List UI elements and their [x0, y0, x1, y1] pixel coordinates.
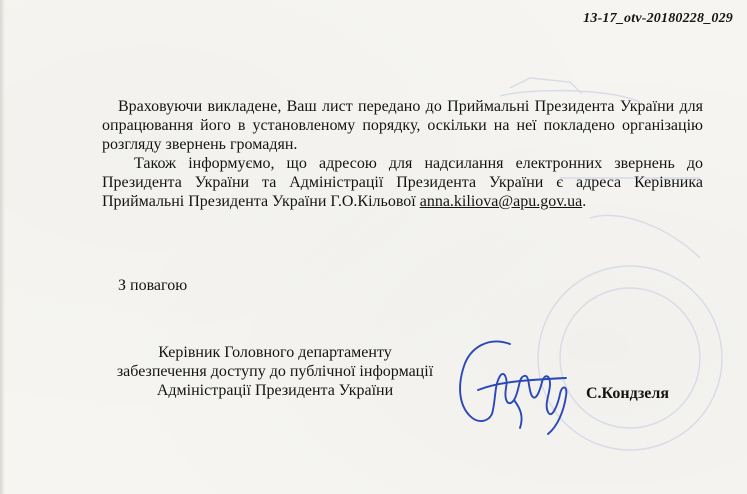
scan-edge-shadow [0, 0, 5, 494]
signatory-title-line-3: Адміністрації Президента України [156, 382, 394, 399]
handwritten-signature-icon [448, 330, 583, 440]
paragraph-forwarded: Враховуючи викладене, Ваш лист передано до Приймальні Президента України для опрацювання його в установленому порядку, оскільки на неї покладено організацію розгляду звернень громадян. [102, 98, 703, 153]
paragraph-email-info [102, 154, 703, 211]
paragraph-email-info-text: Також інформуємо, що адресою для надсилання електронних звернень до Президента України та Адміністрації Президента України є адреса Керівника Приймальні Президента України Г.О.Кільової [102, 155, 703, 210]
signatory-title-line-1: Керівник Головного департаменту [158, 344, 392, 361]
contact-email-link[interactable]: anna.kiliova@apu.gov.ua [419, 193, 583, 210]
signatory-title-line-2: забезпечення доступу до публічної інформації [116, 363, 434, 380]
closing-regards: З повагою [118, 277, 188, 294]
letter-body [102, 97, 703, 211]
signatory-name: С.Кондзеля [586, 385, 670, 402]
paragraph-email-info-end: . [582, 193, 587, 210]
signatory-title [113, 343, 437, 400]
document-id-stamp: 13-17_otv-20180228_029 [583, 11, 733, 26]
